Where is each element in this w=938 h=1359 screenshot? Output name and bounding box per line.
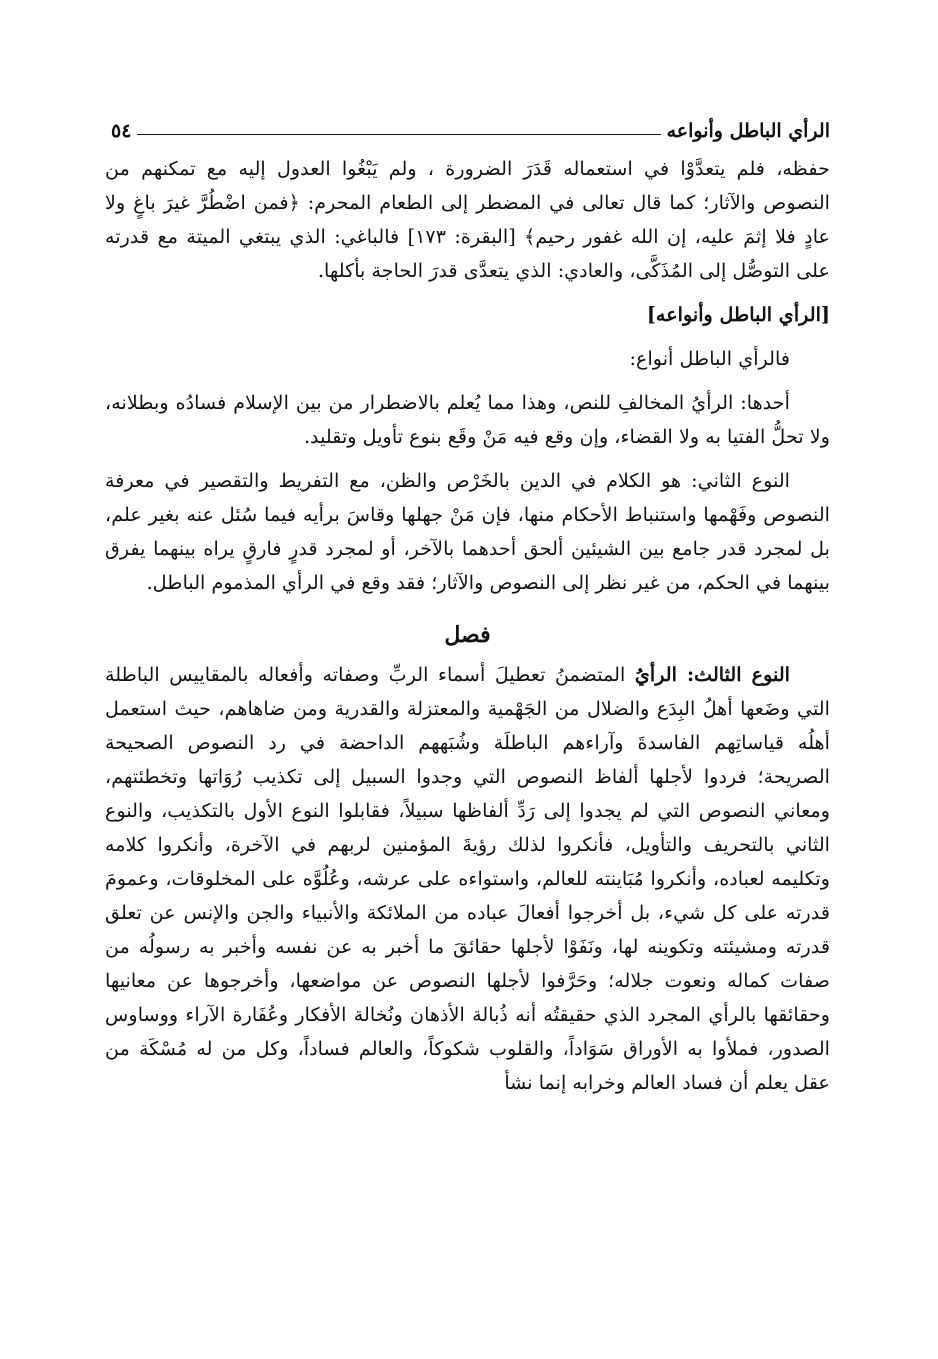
paragraph-intro: حفظه، فلم يتعدَّوْا في استعماله قَدَرَ الضرورة ، ولم يَبْغُوا العدول إليه مع تمكنهم من النصوص والآثار؛ كما قال تعالى في المضطر إلى الطعام المحرم: ﴿فمن اضْطُرَّ غيرَ باغٍ ولا عادٍ فلا إثمَ عليه، إن الله غفور رحيم﴾ [البقرة: ١٧٣] فالباغي: الذي يبتغي الميتة مع قدرته على التوصُّل إلى المُذَكَّى، والعادي: الذي يتعدَّى قدرَ الحاجة بأكلها. — [105, 157, 830, 282]
running-title: الرأي الباطل وأنواعه — [666, 120, 830, 142]
paragraph-type-two: النوع الثاني: هو الكلام في الدين بالخَرْص والظن، مع التفريط والتقصير في معرفة النصوص وفَهْمها واستنباط الأحكام منها، فإن مَنْ جهلها وقاسَ برأيه فيما سُئل عنه بغير علم، بل لمجرد قدر جامع بين الشيئين ألحق أحدهما بالآخر، أو لمجرد قدرٍ فارقٍ يراه بينهما يفرق بينهما في الحكم، من غير نظر إلى النصوص والآثار؛ فقد وقع في الرأي المذموم الباطل. — [105, 469, 830, 594]
paragraph-type-one: أحدها: الرأيُ المخالفِ للنص، وهذا مما يُعلم بالاضطرار من بين الإسلام فسادُه وبطلانه، ولا تحلُّ الفتيا به ولا القضاء، وإن وقع فيه مَنْ وقَع بنوع تأويل وتقليد. — [105, 391, 830, 448]
paragraph-type-three — [105, 658, 830, 1100]
page-number: ٥٤ — [111, 120, 132, 142]
type-three-text: المتضمنُ تعطيلَ أسماء الربِّ وصفاته وأفعاله بالمقاييس الباطلة التي وضَعها أهلُ البِدَع والضلال من الجَهْمية والمعتزلة والقدرية ومن ضاهاهم، حيث استعمل أهلُه قياساتِهم الفاسدةَ وآراءهم الباطلَة وشُبَههم الداحضة في رد النصوص الصحيحة الصريحة؛ فردوا لأجلها ألفاظ النصوص التي وجدوا السبيل إلى تكذيب رُوَاتها وتخطئتهم، ومعاني النصوص التي لم يجدوا إلى رَدِّ ألفاظها سبيلاً، فقابلوا النوع الأول بالتكذيب، والنوع الثاني بالتحريف والتأويل، فأنكروا لذلك رؤيةَ المؤمنين لربهم في الآخرة، وأنكروا كلامه وتكليمه لعباده، وأنكروا مُبَاينته للعالم، واستواءه على عرشه، وعُلُوَّه على المخلوقات، وعمومَ قدرته على كل شيء، بل أخرجوا أفعالَ عباده من الملائكة والأنبياء والجن والإنس عن تعلق قدرته ومشيئته وتكوينه لها، ونَفَوْا لأجلها حقائقَ ما أخبر به عن نفسه وأخبر به رسولُه من صفات كماله ونعوت جلاله؛ وحَرَّفوا لأجلها النصوص عن مواضعها، وأخرجوها عن معانيها وحقائقها بالرأي المجرد الذي حقيقتُه أنه ذُبالة الأذهان ونُخالة الأفكار وعُفَارة الآراء ووساوس الصدور، فملأوا به الأوراق سَوَاداً، والقلوب شكوكاً، والعالم فساداً، وكل من له مُسْكَة من عقل يعلم أن فساد العالم وخرابه إنما نشأ — [105, 663, 830, 1094]
header-rule — [137, 134, 660, 135]
chapter-heading-fasl: فصل — [444, 622, 491, 648]
section-heading: [الرأي الباطل وأنواعه] — [646, 303, 830, 326]
paragraph-types-intro: فالرأي الباطل أنواع: — [629, 347, 790, 370]
page-body — [105, 152, 830, 1100]
running-header — [105, 112, 830, 142]
type-three-lead: النوع الثالث: الرأيُ — [634, 663, 790, 686]
